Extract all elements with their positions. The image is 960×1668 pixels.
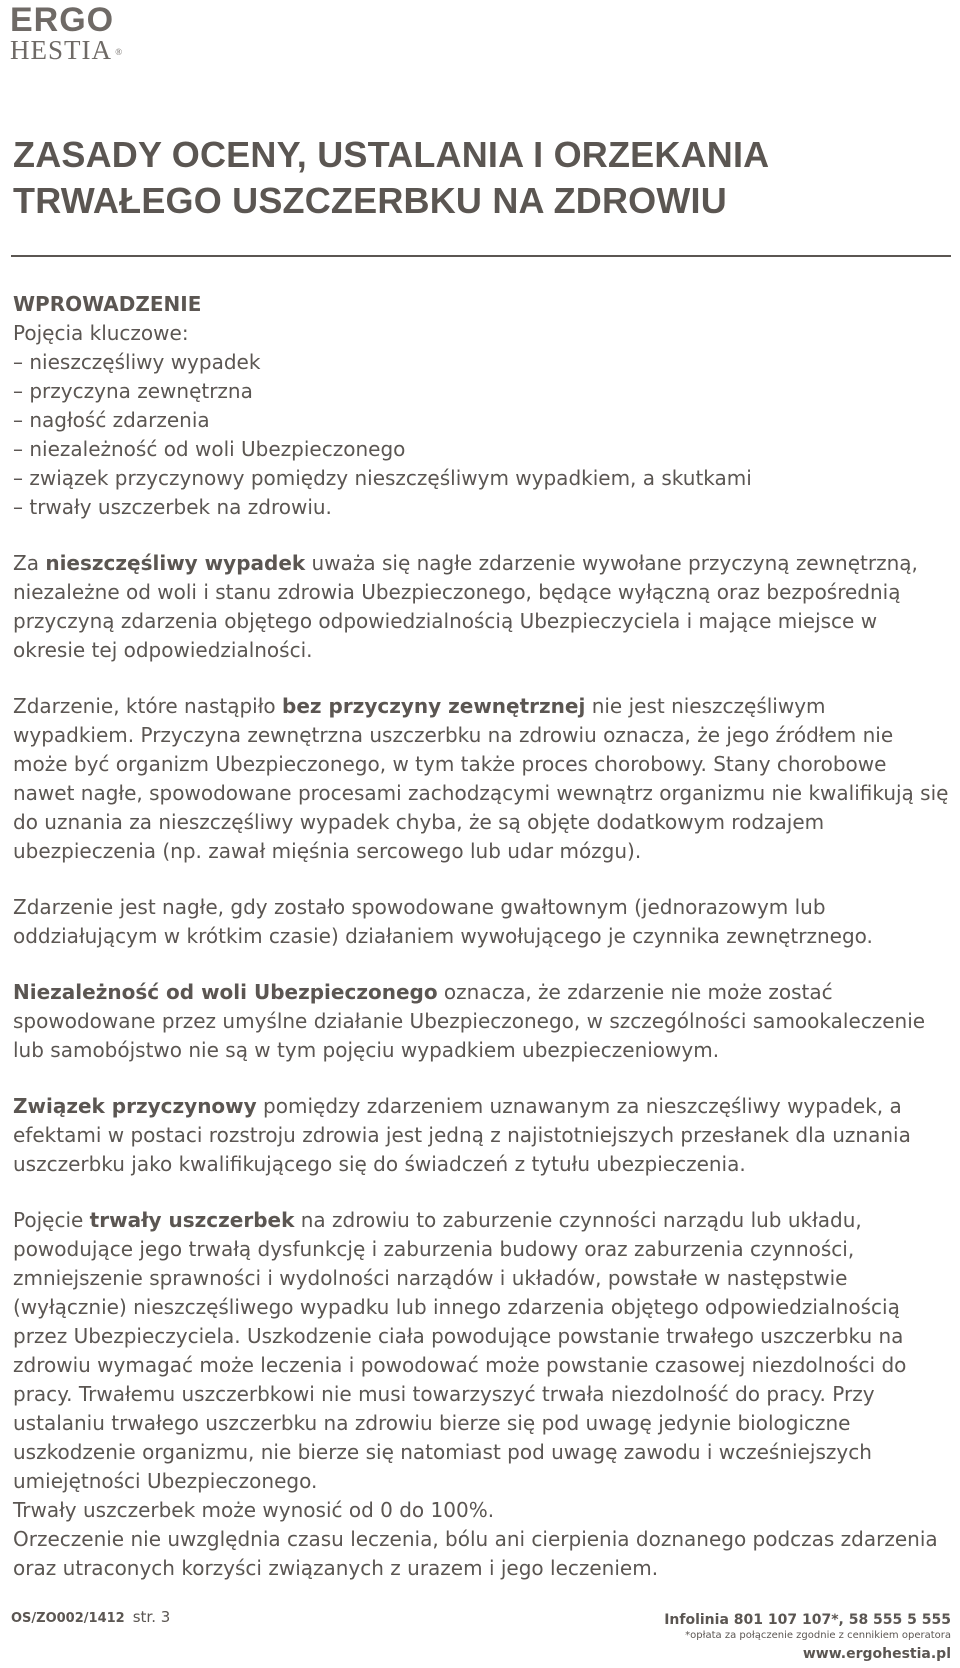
paragraph-causal-link [13, 1092, 953, 1179]
bold-term: Związek przyczynowy [13, 1094, 257, 1118]
bold-term: Niezależność od woli Ubezpieczonego [13, 980, 438, 1004]
document-code: OS/ZO002/1412 [11, 1611, 125, 1626]
text-run: Za [13, 551, 46, 575]
website-link[interactable]: www.ergohestia.pl [802, 1646, 951, 1662]
key-concept-item: – niezależność od woli Ubezpieczonego [13, 437, 406, 461]
paragraph-range: Trwały uszczerbek może wynosić od 0 do 100%. [13, 1498, 495, 1522]
logo-ergo-text: ERGO [10, 1, 115, 39]
paragraph-external-cause [13, 692, 953, 866]
text-run: oznacza, że zdarzenie nie może zostać spowodowane przez umyślne działanie Ubezpieczonego, w szczególności samookaleczenie lub samobójstwo nie są w tym pojęciu wypadkiem ubezpieczeniowym. [13, 980, 926, 1062]
logo-hestia-text [10, 35, 124, 65]
text-run: na zdrowiu to zaburzenie czynności narządu lub układu, powodujące jego trwałą dysfunkcję i zaburzenia budowy oraz zaburzenia czynności, zmniejszenie sprawności i wydolności narządów i układów, powstałe w następstwie (wyłącznie) nieszczęśliwego wypadku lub innego zdarzenia objętego odpowiedzialnością przez Ubezpieczyciela. Uszkodzenie ciała powodujące powstanie trwałego uszczerbku na zdrowiu wymagać może leczenia i powodować może powstanie czasowej niezdolności do pracy. Trwałemu uszczerbkowi nie musi towarzyszyć trwała niezdolność do pracy. Przy ustalaniu trwałego uszczerbku na zdrowiu bierze się pod uwagę jedynie biologiczne uszkodzenie organizmu, nie bierze się natomiast pod uwagę zawodu i wcześniejszych umiejętności Ubezpieczonego. [13, 1208, 907, 1493]
paragraph-suddenness: Zdarzenie jest nagłe, gdy zostało spowodowane gwałtownym (jednorazowym lub oddziałującym w krótkim czasie) działaniem wywołującego je czynnika zewnętrznego. [13, 895, 873, 948]
key-concept-item: – nieszczęśliwy wypadek [13, 350, 261, 374]
text-run: pomiędzy zdarzeniem uznawanym za nieszczęśliwy wypadek, a efektami w postaci rozstroju zdrowia jest jedną z najistotniejszych przesłanek dla uznania uszczerbku jako kwalifikującego się do świadczeń z tytułu ubezpieczenia. [13, 1094, 911, 1176]
paragraph-independence [13, 978, 953, 1065]
ergo-hestia-logo [10, 1, 124, 65]
intro-heading: WPROWADZENIE [13, 292, 202, 316]
paragraph-ruling: Orzeczenie nie uwzględnia czasu leczenia, bólu ani cierpienia doznanego podczas zdarzenia oraz utraconych korzyści związanych z urazem i jego leczeniem. [13, 1527, 938, 1580]
key-concept-item: – przyczyna zewnętrzna [13, 379, 253, 403]
title-line-2: TRWAŁEGO USZCZERBKU NA ZDROWIU [13, 180, 727, 221]
call-cost-note: *opłata za połączenie zgodnie z cennikiem operatora [685, 1630, 951, 1641]
logo-hestia-word: HESTIA [10, 35, 112, 65]
intro-section [13, 290, 953, 522]
key-concept-item: – nagłość zdarzenia [13, 408, 210, 432]
text-run: uważa się nagłe zdarzenie wywołane przyczyną zewnętrzną, niezależne od woli i stanu zdrowia Ubezpieczonego, będące wyłączną oraz bezpośrednią przyczyną zdarzenia objętego odpowiedzialnością Ubezpieczyciela i mające miejsce w okresie tej odpowiedzialności. [13, 551, 918, 662]
key-concept-item: – trwały uszczerbek na zdrowiu. [13, 495, 332, 519]
document-body [13, 290, 953, 1583]
paragraph-accident-definition [13, 549, 953, 665]
title-divider [11, 255, 951, 257]
page-number: str. 3 [132, 1608, 171, 1626]
footer-contact [664, 1611, 951, 1665]
footer-document-code [11, 1608, 170, 1626]
paragraph-permanent-damage [13, 1206, 953, 1496]
infoline-text: Infolinia 801 107 107*, 58 555 5 555 [664, 1612, 951, 1628]
text-run: Pojęcie [13, 1208, 90, 1232]
bold-term: bez przyczyny zewnętrznej [282, 694, 586, 718]
registered-mark: ® [115, 47, 124, 57]
bold-term: nieszczęśliwy wypadek [45, 551, 306, 575]
text-run: nie jest nieszczęśliwym wypadkiem. Przyczyna zewnętrzna uszczerbku na zdrowiu oznacza, że jego źródłem nie może być organizm Ubezpieczonego, w tym także proces chorobowy. Stany chorobowe nawet nagłe, spowodowane procesami zachodzącymi wewnątrz organizmu nie kwalifikują się do uznania za nieszczęśliwy wypadek chyba, że są objęte dodatkowym rodzajem ubezpieczenia (np. zawał mięśnia sercowego lub udar mózgu). [13, 694, 949, 863]
bold-term: trwały uszczerbek [89, 1208, 295, 1232]
key-concept-item: – związek przyczynowy pomiędzy nieszczęśliwym wypadkiem, a skutkami [13, 466, 752, 490]
document-title [13, 132, 769, 224]
text-run: Zdarzenie, które nastąpiło [13, 694, 283, 718]
title-line-1: ZASADY OCENY, USTALANIA I ORZEKANIA [13, 134, 770, 175]
intro-lead: Pojęcia kluczowe: [13, 321, 189, 345]
